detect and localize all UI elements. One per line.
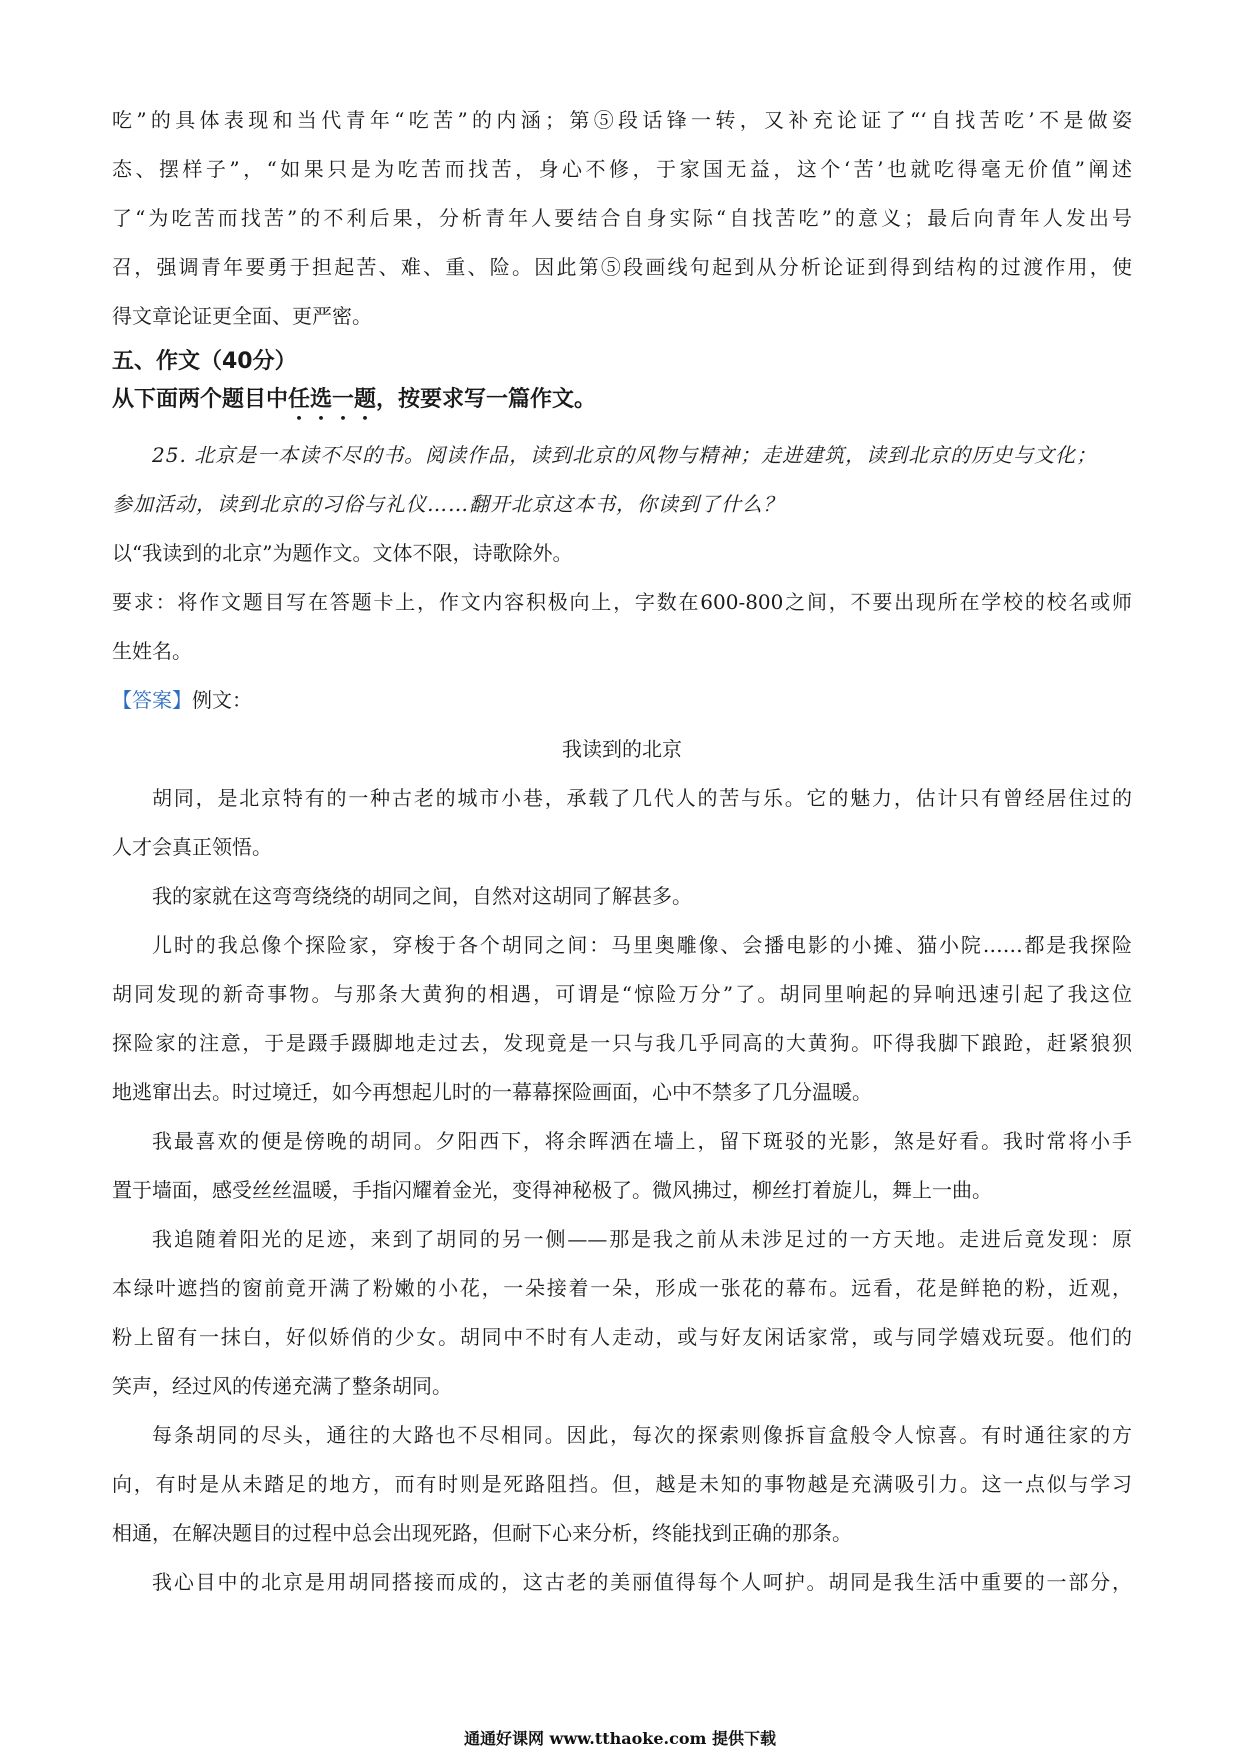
page-footer: 通通好课网 www.tthaoke.com 提供下载	[463, 1729, 777, 1748]
essay-line: 地逃窜出去。时过境迁，如今再想起儿时的一幕幕探险画面，心中不禁多了几分温暖。	[112, 1080, 872, 1104]
essay-line: 胡同，是北京特有的一种古老的城市小巷，承载了几代人的苦与乐。它的魅力，估计只有曾经居住过的	[152, 786, 1132, 810]
essay-line: 我最喜欢的便是傍晚的胡同。夕阳西下，将余晖洒在墙上，留下斑驳的光影，煞是好看。我时常将小手	[152, 1129, 1132, 1153]
essay-line: 我心目中的北京是用胡同搭接而成的，这古老的美丽值得每个人呵护。胡同是我生活中重要的一部分，	[152, 1570, 1132, 1594]
question-prompt-line: 参加活动，读到北京的习俗与礼仪……翻开北京这本书，你读到了什么？	[112, 492, 784, 516]
instruction-post: ，按要求写一篇作文。	[376, 387, 597, 412]
question-requirement-line: 生姓名。	[112, 639, 192, 663]
section-title: 五、作文（40分）	[112, 349, 297, 374]
essay-line: 置于墙面，感受丝丝温暖，手指闪耀着金光，变得神秘极了。微风拂过，柳丝打着旋儿，舞上一曲。	[112, 1178, 992, 1202]
question-prompt-line: 25. 北京是一本读不尽的书。阅读作品，读到北京的风物与精神；走进建筑，读到北京的历史与文化；	[152, 443, 1098, 467]
essay-body	[112, 774, 1132, 1607]
essay-line: 我的家就在这弯弯绕绕的胡同之间，自然对这胡同了解甚多。	[152, 884, 692, 908]
instruction-emphasis: 任选一题	[288, 387, 377, 412]
analysis-block	[112, 96, 1132, 341]
essay-line: 相通，在解决题目的过程中总会出现死路，但耐下心来分析，终能找到正确的那条。	[112, 1521, 852, 1545]
analysis-line: 召，强调青年要勇于担起苦、难、重、险。因此第⑤段画线句起到从分析论证到得到结构的过渡作用，使	[112, 255, 1132, 279]
analysis-line: 态、摆样子”，“如果只是为吃苦而找苦，身心不修，于家国无益，这个‘苦’也就吃得毫无价值”阐述	[112, 157, 1132, 181]
section-instruction	[112, 381, 1132, 425]
essay-line: 人才会真正领悟。	[112, 835, 272, 859]
essay-title: 我读到的北京	[562, 737, 682, 761]
question-task: 以“我读到的北京”为题作文。文体不限，诗歌除外。	[112, 541, 573, 565]
essay-line: 每条胡同的尽头，通往的大路也不尽相同。因此，每次的探索则像拆盲盒般令人惊喜。有时通往家的方	[152, 1423, 1132, 1447]
answer-label: 例文：	[192, 688, 252, 712]
essay-line: 向，有时是从未踏足的地方，而有时则是死路阻挡。但，越是未知的事物越是充满吸引力。这一点似与学习	[112, 1472, 1132, 1496]
essay-line: 我追随着阳光的足迹，来到了胡同的另一侧——那是我之前从未涉足过的一方天地。走进后竟发现：原	[152, 1227, 1132, 1251]
question-requirement-line: 要求：将作文题目写在答题卡上，作文内容积极向上，字数在600-800之间，不要出现所在学校的校名或师	[112, 590, 1132, 614]
answer-heading	[112, 676, 1132, 725]
essay-line: 本绿叶遮挡的窗前竟开满了粉嫩的小花，一朵接着一朵，形成一张花的幕布。远看，花是鲜艳的粉，近观，	[112, 1276, 1132, 1300]
essay-line: 胡同发现的新奇事物。与那条大黄狗的相遇，可谓是“惊险万分”了。胡同里响起的异响迅速引起了我这位	[112, 982, 1132, 1006]
instruction-pre: 从下面两个题目中	[112, 387, 289, 412]
analysis-line: 了“为吃苦而找苦”的不利后果，分析青年人要结合自身实际“自找苦吃”的意义；最后向青年人发出号	[112, 206, 1132, 230]
answer-tag: 【答案】	[112, 688, 192, 712]
essay-line: 探险家的注意，于是蹑手蹑脚地走过去，发现竟是一只与我几乎同高的大黄狗。吓得我脚下踉跄，赶紧狼狈	[112, 1031, 1132, 1055]
essay-line: 儿时的我总像个探险家，穿梭于各个胡同之间：马里奥雕像、会播电影的小摊、猫小院……都是我探险	[152, 933, 1132, 957]
analysis-line: 吃”的具体表现和当代青年“吃苦”的内涵；第⑤段话锋一转，又补充论证了“‘自找苦吃’不是做姿	[112, 108, 1132, 132]
analysis-line: 得文章论证更全面、更严密。	[112, 304, 372, 328]
question-block	[112, 431, 1132, 676]
document-page	[112, 96, 1132, 1607]
essay-line: 笑声，经过风的传递充满了整条胡同。	[112, 1374, 452, 1398]
essay-line: 粉上留有一抹白，好似娇俏的少女。胡同中不时有人走动，或与好友闲话家常，或与同学嬉戏玩耍。他们的	[112, 1325, 1132, 1349]
